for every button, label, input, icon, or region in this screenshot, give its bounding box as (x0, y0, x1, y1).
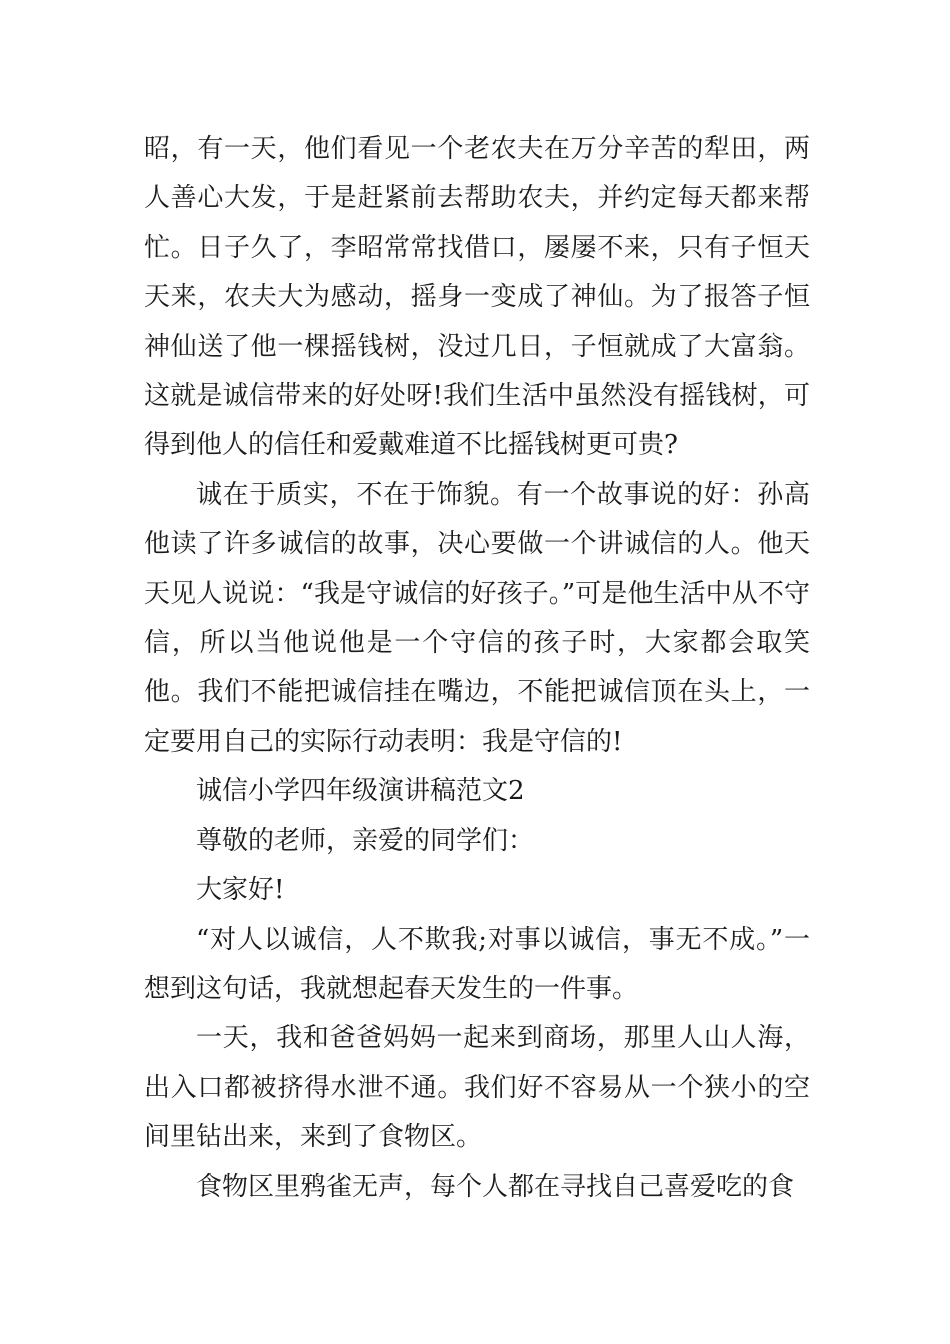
paragraph-quote: “对人以诚信，人不欺我;对事以诚信，事无不成。”一想到这句话，我就想起春天发生的一件事。 (144, 924, 810, 1004)
paragraph-shopping-mall: 一天，我和爸爸妈妈一起来到商场，那里人山人海，出入口都被挤得水泄不通。我们好不容易从一个狭小的空间里钻出来，来到了食物区。 (144, 1023, 810, 1153)
paragraph-food-area: 食物区里鸦雀无声，每个人都在寻找自己喜爱吃的食 (196, 1171, 795, 1202)
section-title: 诚信小学四年级演讲稿范文2 (196, 776, 525, 807)
paragraph-sun-gao-story: 诚在于质实，不在于饰貌。有一个故事说的好：孙高他读了许多诚信的故事，决心要做一个讲诚信的人。他天天见人说说：“我是守诚信的好孩子。”可是他生活中从不守信，所以当他说他是一个守信的孩子时，大家都会取笑他。我们不能把诚信挂在嘴边，不能把诚信顶在头上，一定要用自己的实际行动表明：我是守信的! (144, 479, 810, 757)
paragraph-story-ending: 昭，有一天，他们看见一个老农夫在万分辛苦的犁田，两人善心大发，于是赶紧前去帮助农夫，并约定每天都来帮忙。日子久了，李昭常常找借口，屡屡不来，只有子恒天天来，农夫大为感动，摇身一变成了神仙。为了报答子恒神仙送了他一棵摇钱树，没过几日，子恒就成了大富翁。这就是诚信带来的好处呀!我们生活中虽然没有摇钱树，可得到他人的信任和爱戴难道不比摇钱树更可贵? (144, 134, 810, 461)
greeting: 大家好! (196, 875, 285, 906)
salutation: 尊敬的老师，亲爱的同学们： (196, 825, 535, 856)
document-body (144, 125, 810, 1212)
